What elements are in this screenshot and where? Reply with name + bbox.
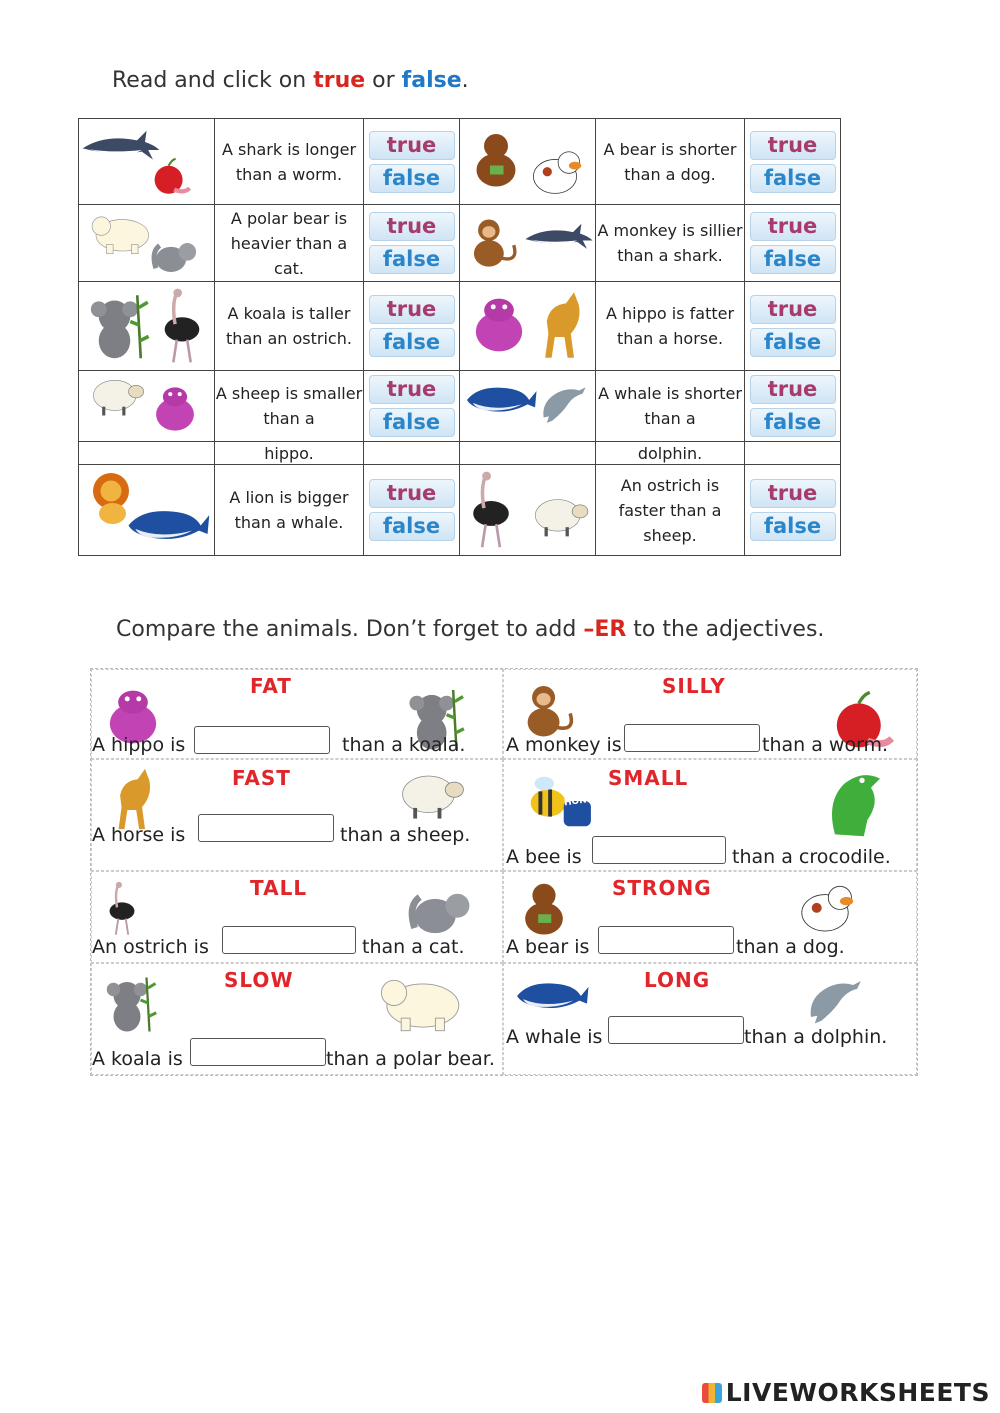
adjective-label: TALL — [250, 876, 308, 900]
false-button[interactable]: false — [750, 328, 836, 357]
sentence-object: than a sheep. — [340, 824, 471, 846]
whale-image — [460, 372, 595, 436]
false-button[interactable]: false — [750, 164, 836, 193]
bear-image — [460, 120, 595, 200]
whale-image — [514, 970, 590, 1016]
answer-input[interactable] — [624, 724, 760, 752]
true-button[interactable]: true — [750, 375, 836, 404]
false-button[interactable]: false — [750, 245, 836, 274]
true-button[interactable]: true — [750, 479, 836, 508]
polar-bear-image — [79, 205, 214, 277]
table-row — [79, 371, 841, 442]
statement: A bear is shorter than a dog. — [596, 119, 745, 205]
compare-grid — [90, 668, 918, 1076]
monkey-image — [516, 678, 580, 740]
er-suffix: –ER — [583, 617, 627, 642]
polar-bear-image — [376, 968, 466, 1034]
picture-sheep-hippo — [79, 371, 215, 442]
false-button[interactable]: false — [369, 328, 455, 357]
compare-item — [503, 871, 917, 963]
false-button[interactable]: false — [369, 512, 455, 541]
horse-image — [108, 766, 160, 832]
sentence-object: than a worm. — [762, 734, 889, 756]
compare-item — [91, 669, 503, 759]
statement: A sheep is smaller than a — [215, 371, 364, 442]
picture-whale-dolphin — [460, 371, 596, 442]
sentence-subject: An ostrich is — [92, 936, 209, 958]
ostrich-image — [100, 880, 144, 936]
sentence-object: than a dog. — [736, 936, 845, 958]
false-button[interactable]: false — [369, 408, 455, 437]
picture-hippo-horse — [460, 282, 596, 371]
sentence-object: than a crocodile. — [732, 846, 891, 868]
crocodile-image — [816, 766, 890, 838]
answer-input[interactable] — [190, 1038, 326, 1066]
statement: A lion is bigger than a whale. — [215, 465, 364, 556]
sentence-object: than a dolphin. — [744, 1026, 888, 1048]
statement-overflow: hippo. — [215, 442, 364, 465]
adjective-label: SILLY — [662, 674, 726, 698]
lion-image — [79, 465, 214, 551]
sentence-subject: A bear is — [506, 936, 590, 958]
true-button[interactable]: true — [369, 212, 455, 241]
answer-input[interactable] — [222, 926, 356, 954]
table-row — [79, 442, 841, 465]
false-button[interactable]: false — [369, 164, 455, 193]
instruction-read-click: Read and click on true or false. — [112, 68, 469, 93]
shark-image — [79, 120, 214, 200]
statement: A koala is taller than an ostrich. — [215, 282, 364, 371]
statement: A monkey is sillier than a shark. — [596, 205, 745, 282]
compare-item — [91, 759, 503, 871]
liveworksheets-logo: LIVEWORKSHEETS — [702, 1378, 990, 1407]
statement: A hippo is fatter than a horse. — [596, 282, 745, 371]
picture-polarbear-cat — [79, 205, 215, 282]
dog-image — [790, 878, 860, 936]
table-row — [79, 119, 841, 205]
adjective-label: SMALL — [608, 766, 689, 790]
picture-koala-ostrich — [79, 282, 215, 371]
monkey-image — [460, 205, 595, 277]
honey-label: HONEY — [563, 793, 600, 809]
table-row — [79, 465, 841, 556]
bear-image — [510, 878, 578, 936]
answer-input[interactable] — [194, 726, 330, 754]
adjective-label: STRONG — [612, 876, 712, 900]
answer-input[interactable] — [608, 1016, 744, 1044]
statement: A shark is longer than a worm. — [215, 119, 364, 205]
compare-item — [91, 871, 503, 963]
compare-item — [91, 963, 503, 1075]
false-word: false — [401, 68, 462, 93]
table-row — [79, 282, 841, 371]
false-button[interactable]: false — [369, 245, 455, 274]
true-button[interactable]: true — [369, 131, 455, 160]
adjective-label: FAST — [232, 766, 291, 790]
false-button[interactable]: false — [750, 512, 836, 541]
picture-lion-whale — [79, 465, 215, 556]
sentence-subject: A monkey is — [506, 734, 622, 756]
answer-input[interactable] — [198, 814, 334, 842]
statement-overflow: dolphin. — [596, 442, 745, 465]
true-button[interactable]: true — [369, 479, 455, 508]
hippo-image — [460, 282, 595, 366]
adjective-label: FAT — [250, 674, 292, 698]
true-button[interactable]: true — [369, 375, 455, 404]
sentence-object: than a koala. — [342, 734, 466, 756]
statement: An ostrich is faster than a sheep. — [596, 465, 745, 556]
true-button[interactable]: true — [750, 131, 836, 160]
table-row — [79, 205, 841, 282]
true-false-table — [78, 118, 841, 556]
sentence-subject: A hippo is — [92, 734, 186, 756]
sheep-image — [79, 372, 214, 436]
true-button[interactable]: true — [750, 295, 836, 324]
true-button[interactable]: true — [750, 212, 836, 241]
statement: A whale is shorter than a — [596, 371, 745, 442]
sheep-image — [392, 768, 468, 822]
compare-item — [503, 963, 917, 1075]
adjective-label: SLOW — [224, 968, 294, 992]
sentence-subject: A whale is — [506, 1026, 603, 1048]
compare-item — [503, 669, 917, 759]
sentence-subject: A koala is — [92, 1048, 183, 1070]
koala-image — [79, 282, 214, 366]
false-button[interactable]: false — [750, 408, 836, 437]
statement: A polar bear is heavier than a cat. — [215, 205, 364, 282]
sentence-object: than a polar bear. — [326, 1048, 495, 1070]
sentence-subject: A horse is — [92, 824, 186, 846]
dolphin-image — [802, 968, 866, 1034]
answer-input[interactable] — [598, 926, 734, 954]
cat-image — [404, 880, 480, 940]
ostrich-image — [460, 465, 595, 551]
compare-item — [503, 759, 917, 871]
koala-image — [100, 968, 160, 1038]
instruction-compare: Compare the animals. Don’t forget to add –ER to the adjectives. — [116, 617, 825, 642]
picture-monkey-shark — [460, 205, 596, 282]
true-word: true — [313, 68, 366, 93]
adjective-label: LONG — [644, 968, 711, 992]
sentence-subject: A bee is — [506, 846, 582, 868]
sentence-object: than a cat. — [362, 936, 465, 958]
picture-bear-dog — [460, 119, 596, 205]
answer-input[interactable] — [592, 836, 726, 864]
true-button[interactable]: true — [369, 295, 455, 324]
picture-ostrich-sheep — [460, 465, 596, 556]
liveworksheets-icon — [702, 1383, 722, 1403]
picture-shark-worm — [79, 119, 215, 205]
